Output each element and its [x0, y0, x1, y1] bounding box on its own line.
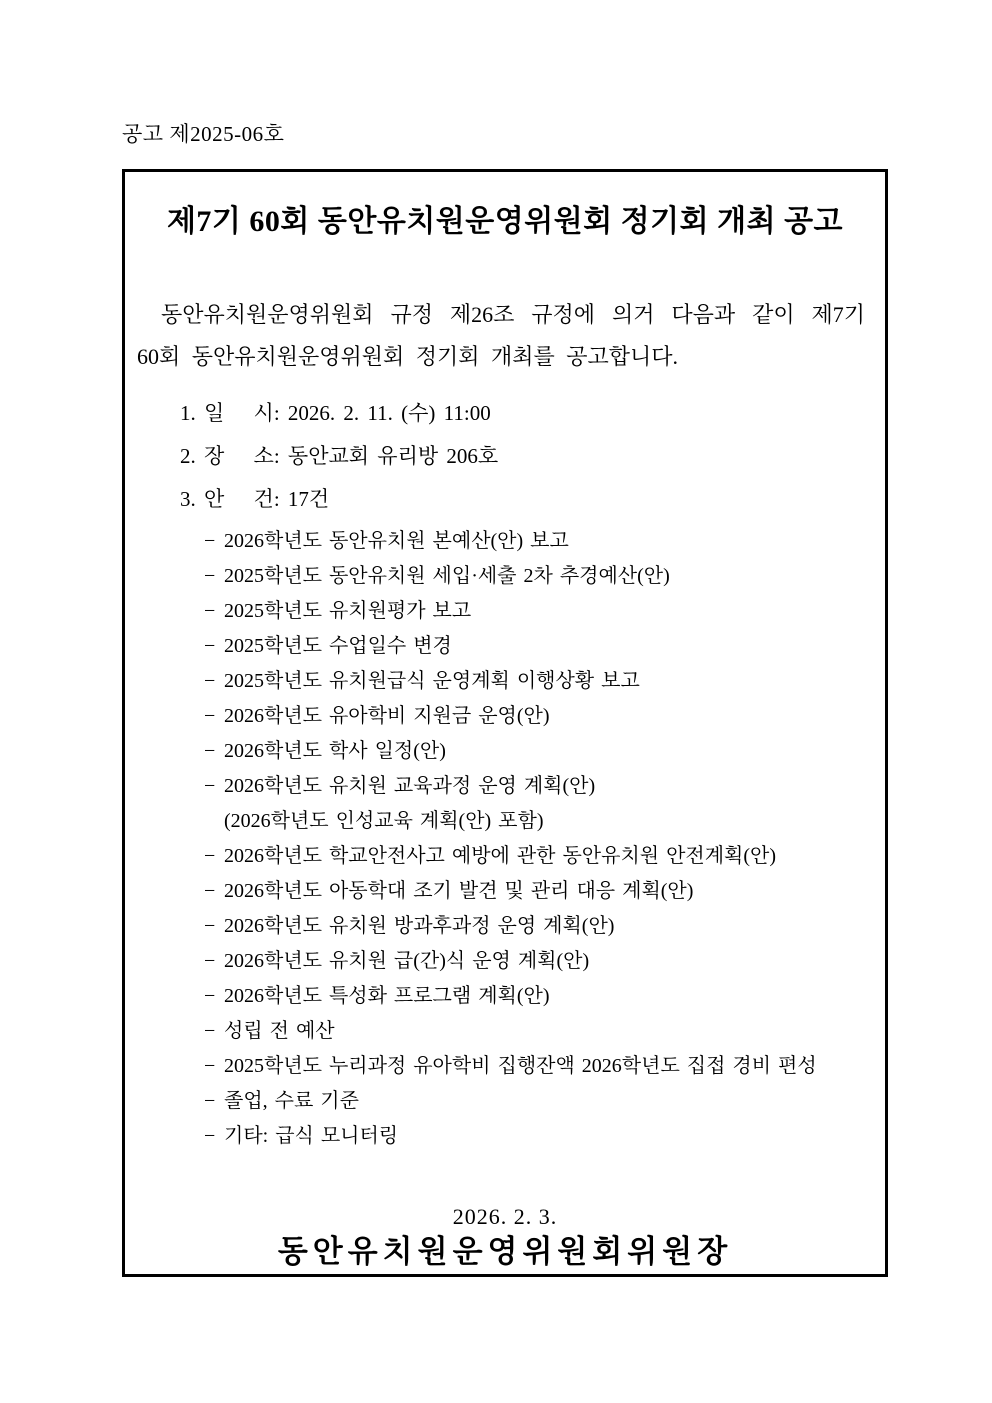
agenda-item — [204, 979, 885, 1014]
agenda-item-text: 2025학년도 유치원평가 보고 — [224, 600, 472, 622]
agenda-item-dash: − — [204, 775, 216, 797]
agenda-item-text: 졸업, 수료 기준 — [224, 1090, 359, 1112]
meeting-info-item: 3. 안 건: 17건 — [180, 487, 330, 511]
agenda-item-dash: − — [204, 915, 216, 937]
agenda-item-dash: − — [204, 530, 216, 552]
announcement-date: 2026. 2. 3. — [452, 1204, 558, 1229]
signature-line: 동안유치원운영위원회위원장 — [277, 1234, 733, 1269]
intro-line-2: 60회 동안유치원운영위원회 정기회 개최를 공고합니다. — [137, 344, 679, 369]
meeting-info-item: 2. 장 소: 동안교회 유리방 206호 — [180, 444, 499, 468]
agenda-item-dash: − — [204, 1090, 216, 1112]
agenda-item-dash: − — [204, 565, 216, 587]
agenda-item-dash — [204, 804, 224, 839]
agenda-item-text: 2025학년도 유치원급식 운영계획 이행상황 보고 — [224, 670, 640, 692]
agenda-item-text: 2026학년도 특성화 프로그램 계획(안) — [224, 985, 550, 1007]
agenda-item-text: 2026학년도 동안유치원 본예산(안) 보고 — [224, 530, 569, 552]
agenda-item — [204, 839, 885, 874]
agenda-item — [204, 769, 885, 804]
agenda-list — [204, 524, 885, 1154]
agenda-item-text: 2026학년도 유아학비 지원금 운영(안) — [224, 705, 550, 727]
agenda-item-dash: − — [204, 635, 216, 657]
agenda-item-dash: − — [204, 1125, 216, 1147]
meeting-info-list — [180, 392, 885, 521]
agenda-item — [204, 1084, 885, 1119]
agenda-item-text: 2026학년도 유치원 급(간)식 운영 계획(안) — [224, 950, 590, 972]
agenda-item-text: 성립 전 예산 — [224, 1020, 335, 1042]
agenda-item-dash: − — [204, 845, 216, 867]
agenda-item-text: 2026학년도 학사 일정(안) — [224, 740, 446, 762]
notice-title: 제7기 60회 동안유치원운영위원회 정기회 개최 공고 — [166, 205, 844, 238]
agenda-item — [204, 699, 885, 734]
agenda-item-text: 2026학년도 유치원 방과후과정 운영 계획(안) — [224, 915, 615, 937]
agenda-item-dash: − — [204, 740, 216, 762]
agenda-item — [204, 1014, 885, 1049]
agenda-item-dash: − — [204, 880, 216, 902]
document-number: 공고 제2025-06호 — [122, 122, 285, 146]
agenda-item-text: (2026학년도 인성교육 계획(안) 포함) — [224, 810, 544, 832]
agenda-item — [204, 874, 885, 909]
agenda-item-dash: − — [204, 705, 216, 727]
agenda-item-dash: − — [204, 985, 216, 1007]
agenda-item — [204, 734, 885, 769]
intro-paragraph — [137, 294, 865, 378]
agenda-item — [204, 629, 885, 664]
agenda-item-text: 기타: 급식 모니터링 — [224, 1125, 399, 1147]
agenda-item-text: 2026학년도 아동학대 조기 발견 및 관리 대응 계획(안) — [224, 880, 694, 902]
agenda-item — [204, 594, 885, 629]
agenda-item-dash: − — [204, 670, 216, 692]
agenda-item-text: 2025학년도 수업일수 변경 — [224, 635, 452, 657]
intro-line-1: 동안유치원운영위원회 규정 제26조 규정에 의거 다음과 같이 제7기 — [161, 302, 865, 327]
agenda-item — [204, 524, 885, 559]
notice-box — [122, 169, 888, 1277]
agenda-item — [204, 559, 885, 594]
agenda-item-dash: − — [204, 1055, 216, 1077]
agenda-item-text: 2026학년도 학교안전사고 예방에 관한 동안유치원 안전계획(안) — [224, 845, 776, 867]
agenda-item-dash: − — [204, 600, 216, 622]
agenda-item-dash: − — [204, 950, 216, 972]
agenda-item — [204, 664, 885, 699]
agenda-item-text: 2025학년도 동안유치원 세입·세출 2차 추경예산(안) — [224, 565, 670, 587]
agenda-item — [204, 909, 885, 944]
agenda-item — [204, 944, 885, 979]
agenda-item — [204, 1049, 885, 1084]
agenda-item-text: 2025학년도 누리과정 유아학비 집행잔액 2026학년도 집접 경비 편성 — [224, 1055, 817, 1077]
agenda-item-text: 2026학년도 유치원 교육과정 운영 계획(안) — [224, 775, 596, 797]
meeting-info-item: 1. 일 시: 2026. 2. 11. (수) 11:00 — [180, 401, 491, 425]
agenda-item — [204, 804, 885, 839]
agenda-item-dash: − — [204, 1020, 216, 1042]
agenda-item — [204, 1119, 885, 1154]
